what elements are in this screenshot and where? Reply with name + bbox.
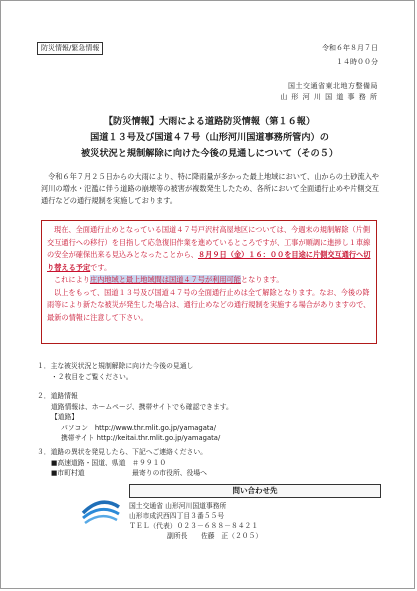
item-1 <box>37 361 382 382</box>
issuer-bureau: 国土交通省東北地方整備局 <box>288 82 378 90</box>
notice-p2-text: これにより <box>54 275 90 284</box>
item-3-highway: ■高速道路・国道、県道 ＃９９１０ <box>51 458 167 467</box>
title-line-2: 国道１３号及び国道４７号（山形河川国道事務所管内）の <box>90 132 329 143</box>
item-2 <box>37 391 382 444</box>
issue-date: 令和６年８月７日 <box>322 44 378 52</box>
title-line-3: 被災状況と規制解除に向けた今後の見通しについて（その５） <box>80 148 339 159</box>
notice-paragraph-3: 以上をもって、国道１３号及び国道４７号の全面通行止めは全て解除となります。なお、今後の降雨等により新たな被災が発生した場合は、通行止めなどの通行規制を実施する場合がありますので、最新の情報に注意して下さい。 <box>47 287 371 322</box>
contact-address: 山形市成沢西四丁目３番５５号 <box>129 512 225 520</box>
contact-office: 国土交通省 山形河川国道事務所 <box>129 502 227 510</box>
item-3 <box>37 447 382 479</box>
item-1-sub: ・２枚目をご覧ください。 <box>51 372 133 381</box>
item-3-municipal: ■市町村道 最寄りの市役所、役場へ <box>51 469 207 477</box>
contact-heading: 問い合わせ先 <box>129 484 381 498</box>
mobile-site-link[interactable]: 携帯サイト http://keitai.thr.mlit.go.jp/yamagata/ <box>61 434 221 442</box>
title-line-1: 【防災情報】大雨による道路防災情報（第１６報） <box>103 116 316 127</box>
notice-p1-emphasis: ８月９日（金）１６：００を目途に片側交互通行へ切り替える予定 <box>47 250 371 272</box>
item-3-title: ３．道路の異状を発見したら、下記へご連絡ください。 <box>37 448 207 456</box>
notice-box <box>41 220 377 344</box>
notice-p1-text: 現在、全面通行止めとなっている国道４７号戸沢村高屋地区については、今週末の規制解除（片側交互通行への移行）を目指して応急復旧作業を進めているところですが、工事が順調に進捗し１車線の安全が確保出来る見込みとなったことから、 <box>47 225 371 259</box>
issue-time: １４時００分 <box>336 58 378 66</box>
item-2-label: 【道路】 <box>51 413 79 421</box>
contact-block <box>129 501 381 541</box>
notice-paragraph-2 <box>47 274 371 287</box>
category-tag: 防災情報/緊急情報 <box>37 42 103 55</box>
pc-site-link[interactable]: パソコン http://www.thr.mlit.go.jp/yamagata/ <box>61 423 216 432</box>
item-2-sub: 道路情報は、ホームページ、携帯サイトでも確認できます。 <box>51 402 233 411</box>
intro-paragraph: 令和６年７月２５日からの大雨により、特に降雨量が多かった最上地域において、山からの土砂流入や河川の増水・氾濫に伴う道路の崩壊等の被害が複数発生したため、各所において全面通行止めや片側交互通行などの通行規制を実施しております。 <box>41 172 379 206</box>
notice-paragraph-1 <box>47 224 371 274</box>
mlit-logo-icon <box>79 493 123 527</box>
notice-p2-end: となります。 <box>240 275 284 284</box>
notice-p1-end: です。 <box>90 262 112 272</box>
item-1-title: １．主な被災状況と規制解除に向けた今後の見通し <box>37 362 194 370</box>
issuer-office: 山 形 河 川 国 道 事 務 所 <box>280 93 378 101</box>
document-title <box>37 114 382 162</box>
contact-phone: ＴＥＬ（代表）０２３－６８８－８４２１ <box>129 522 259 530</box>
notice-p2-emphasis: 庄内地域と最上地域間は国道４７号が利用可能 <box>89 275 241 284</box>
item-2-title: ２．道路情報 <box>37 392 78 400</box>
contact-person: 副所長 佐藤 正（２０５） <box>167 532 263 540</box>
